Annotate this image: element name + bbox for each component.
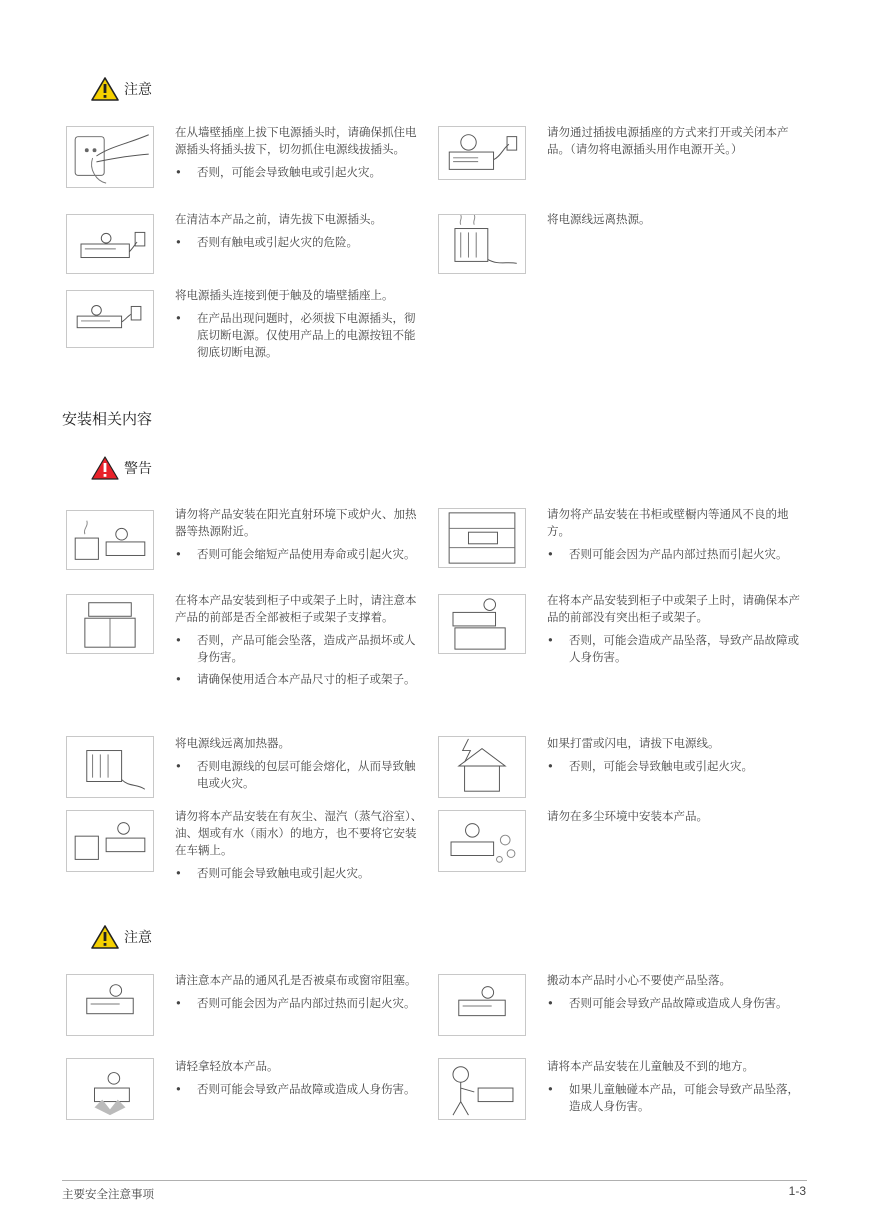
carry-carefully-illustration <box>438 974 526 1036</box>
entry-cord-from-heater <box>175 735 425 797</box>
entry-text: 在将本产品安装到柜子中或架子上时，请确保本产品的前部没有突出柜子或架子。 <box>547 593 800 624</box>
entry-text: 将电源插头连接到便于触及的墙壁插座上。 <box>175 288 394 302</box>
entry-text: 请勿通过插拔电源插座的方式来打开或关闭本产品。（请勿将电源插头用作电源开关。） <box>547 125 789 156</box>
caution-triangle-icon <box>90 924 120 950</box>
children-reach-illustration <box>438 1058 526 1120</box>
entry-carry-carefully <box>547 972 802 1017</box>
caution-triangle-icon <box>90 76 120 102</box>
entry-cabinet-front-support <box>175 592 425 693</box>
entry-bullet: • 否则有触电或引起火灾的危险。 <box>175 234 425 251</box>
entry-text: 请勿在多尘环境中安装本产品。 <box>547 809 708 823</box>
entry-text: 请勿将产品安装在阳光直射环境下或炉火、加热器等热源附近。 <box>175 507 417 538</box>
entry-text: 请轻拿轻放本产品。 <box>175 1059 279 1073</box>
entry-children-reach <box>547 1058 802 1120</box>
lightning-illustration <box>438 736 526 798</box>
entry-vent-blocked <box>175 972 425 1017</box>
cord-from-heater-illustration <box>66 736 154 798</box>
footer-section-name: 主要安全注意事项 <box>62 1187 154 1201</box>
entry-text: 请注意本产品的通风孔是否被桌布或窗帘阻塞。 <box>175 973 417 987</box>
entry-cord-from-heat <box>547 211 802 228</box>
entry-bullet: • 否则，可能会导致触电或引起火灾。 <box>175 164 425 181</box>
entry-text: 请勿将本产品安装在有灰尘、湿汽（蒸气浴室）、油、烟或有水（雨水）的地方，也不要将它安装在车辆上。 <box>175 809 423 857</box>
footer-rule <box>62 1180 807 1181</box>
entry-bullet: • 请确保使用适合本产品尺寸的柜子或架子。 <box>175 671 425 688</box>
page-number: 1-3 <box>788 1184 806 1198</box>
entry-humidity <box>175 808 425 887</box>
entry-text: 在将本产品安装到柜子中或架子上时，请注意本产品的前部是否全部被柜子或架子支撑着。 <box>175 593 417 624</box>
bookcase-illustration <box>438 508 526 568</box>
entry-bullet: • 否则可能会缩短产品使用寿命或引起火灾。 <box>175 546 425 563</box>
entry-text: 在从墙壁插座上拔下电源插头时，请确保抓住电源插头将插头拔下，切勿抓住电源线拔插头。 <box>175 125 417 156</box>
section-title: 安装相关内容 <box>62 410 153 428</box>
warning-triangle-icon <box>90 455 120 481</box>
entry-bullet: • 否则，产品可能会坠落，造成产品损坏或人身伤害。 <box>175 632 425 666</box>
warning-callout <box>90 455 152 481</box>
entry-bookcase <box>547 506 802 568</box>
entry-bullet: • 否则可能会导致产品故障或造成人身伤害。 <box>547 995 802 1012</box>
dusty-environment-illustration <box>438 810 526 872</box>
humidity-illustration <box>66 810 154 872</box>
entry-bullet: • 否则可能会导致产品故障或造成人身伤害。 <box>175 1081 425 1098</box>
entry-bullet: • 在产品出现问题时，必须拔下电源插头，彻底切断电源。仅使用产品上的电源按钮不能彻底切断电源。 <box>175 310 425 361</box>
entry-accessible-outlet <box>175 287 425 366</box>
entry-bullet: • 否则电源线的包层可能会熔化，从而导致触电或火灾。 <box>175 758 425 792</box>
plug-not-switch-illustration <box>438 126 526 180</box>
cabinet-front-support-illustration <box>66 594 154 654</box>
entry-dusty-environment <box>547 808 802 825</box>
entry-text: 搬动本产品时小心不要使产品坠落。 <box>547 973 731 987</box>
caution-callout-2 <box>90 924 152 950</box>
entry-clean-unplug <box>175 211 425 256</box>
unplug-by-plug-illustration <box>66 126 154 188</box>
entry-cabinet-no-overhang <box>547 592 802 671</box>
handle-gently-illustration <box>66 1058 154 1120</box>
entry-text: 在清洁本产品之前，请先拔下电源插头。 <box>175 212 382 226</box>
entry-handle-gently <box>175 1058 425 1103</box>
entry-bullet: • 否则可能会因为产品内部过热而引起火灾。 <box>175 995 425 1012</box>
vent-blocked-illustration <box>66 974 154 1036</box>
accessible-outlet-illustration <box>66 290 154 348</box>
caution-label: 注意 <box>124 82 152 98</box>
entry-bullet: • 如果儿童触碰本产品，可能会导致产品坠落，造成人身伤害。 <box>547 1081 802 1115</box>
cord-from-heat-illustration <box>438 214 526 274</box>
caution-callout <box>90 76 152 102</box>
entry-text: 如果打雷或闪电，请拔下电源线。 <box>547 736 720 750</box>
entry-bullet: • 否则，可能会造成产品坠落，导致产品故障或人身伤害。 <box>547 632 802 666</box>
warning-label: 警告 <box>124 461 152 477</box>
caution-label: 注意 <box>124 930 152 946</box>
entry-bullet: • 否则可能会因为产品内部过热而引起火灾。 <box>547 546 802 563</box>
entry-lightning <box>547 735 802 780</box>
entry-bullet: • 否则可能会导致触电或引起火灾。 <box>175 865 425 882</box>
entry-text: 将电源线远离热源。 <box>547 212 651 226</box>
heat-source-illustration <box>66 510 154 570</box>
entry-heat-source <box>175 506 425 568</box>
entry-bullet: • 否则，可能会导致触电或引起火灾。 <box>547 758 802 775</box>
cabinet-no-overhang-illustration <box>438 594 526 654</box>
entry-text: 将电源线远离加热器。 <box>175 736 290 750</box>
entry-plug-not-switch <box>547 124 802 158</box>
entry-text: 请勿将产品安装在书柜或壁橱内等通风不良的地方。 <box>547 507 789 538</box>
entry-unplug-by-plug <box>175 124 425 186</box>
clean-unplug-illustration <box>66 214 154 274</box>
entry-text: 请将本产品安装在儿童触及不到的地方。 <box>547 1059 754 1073</box>
